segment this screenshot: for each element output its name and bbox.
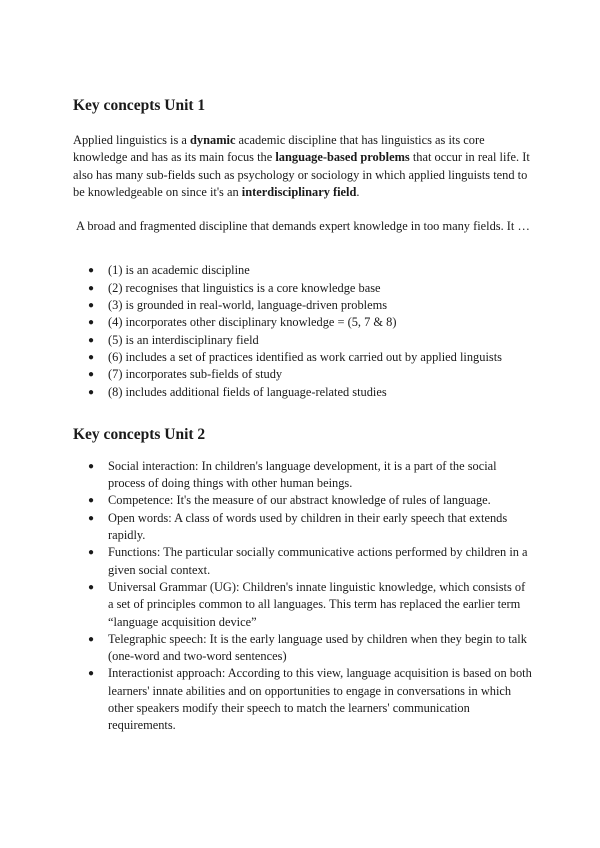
list-item: ● (4) incorporates other disciplinary knowledge = (5, 7 & 8) xyxy=(73,314,533,331)
list-item: ● (6) includes a set of practices identified as work carried out by applied linguists xyxy=(73,349,533,366)
list-item: ● Interactionist approach: According to this view, language acquisition is based on both learners' innate abilities and on opportunities to engage in conversations in which other speakers modify their speech to match the learners' communication requirements. xyxy=(88,666,532,733)
intro-text-1: Applied linguistics is a xyxy=(73,133,191,147)
unit1-heading: Key concepts Unit 1 xyxy=(73,97,206,114)
intro-text-2: academic discipline that has linguistics as its core knowledge and has as its main focus the xyxy=(73,133,485,165)
bullet-icon: ● xyxy=(88,334,95,346)
intro-text-3: that occur in real life. It also has many sub-fields such as psychology or sociology in which applied linguists tend to be knowledgeable on since it's an xyxy=(73,150,530,199)
unit1-fragmented-paragraph: A broad and fragmented discipline that demands expert knowledge in too many fields. It … xyxy=(76,219,530,234)
unit2-section xyxy=(73,425,533,735)
bullet-icon: ● xyxy=(88,351,95,363)
list-item: ● Telegraphic speech: It is the early language used by children when they begin to talk (one-word and two-word sentences) xyxy=(88,631,527,664)
list-item: ● Universal Grammar (UG): Children's innate linguistic knowledge, which consists of a set of principles common to all languages. This term has replaced the earlier term “language acquisition device” xyxy=(88,579,526,629)
bullet-icon: ● xyxy=(88,460,95,472)
unit1-list xyxy=(73,262,533,400)
intro-text-4: . xyxy=(356,184,360,199)
bullet-icon: ● xyxy=(88,581,95,593)
bullet-icon: ● xyxy=(88,512,95,524)
list-item: ● (1) is an academic discipline xyxy=(73,262,533,279)
document-page xyxy=(73,96,533,735)
bullet-icon: ● xyxy=(88,633,95,645)
unit2-list xyxy=(73,458,533,735)
bullet-icon: ● xyxy=(88,547,95,559)
bullet-icon: ● xyxy=(88,495,95,507)
unit1-section xyxy=(73,96,533,401)
bullet-icon: ● xyxy=(88,265,95,277)
bullet-icon: ● xyxy=(88,369,95,381)
unit1-intro-paragraph xyxy=(73,132,533,201)
list-item: ● (7) incorporates sub-fields of study xyxy=(73,366,533,383)
list-item: ● Functions: The particular socially communicative actions performed by children in a given social context. xyxy=(88,545,528,577)
intro-bold-interdisciplinary: interdisciplinary field xyxy=(241,184,357,199)
list-item: ● (3) is grounded in real-world, language-driven problems xyxy=(73,297,533,314)
list-item: ● (5) is an interdisciplinary field xyxy=(73,332,533,349)
list-item: ● Open words: A class of words used by children in their early speech that extends rapidly. xyxy=(88,510,508,543)
bullet-icon: ● xyxy=(88,300,95,312)
bullet-icon: ● xyxy=(88,386,95,398)
list-item: ● (8) includes additional fields of language-related studies xyxy=(73,384,533,401)
bullet-icon: ● xyxy=(88,668,95,680)
unit2-heading: Key concepts Unit 2 xyxy=(73,425,206,443)
list-item: ● (2) recognises that linguistics is a core knowledge base xyxy=(73,280,533,297)
list-item: ● Competence: It's the measure of our abstract knowledge of rules of language. xyxy=(73,492,533,509)
bullet-icon: ● xyxy=(88,317,95,329)
intro-bold-dynamic: dynamic xyxy=(190,133,236,147)
intro-bold-language-problems: language-based problems xyxy=(275,150,410,165)
bullet-icon: ● xyxy=(88,282,95,294)
list-item: ● Social interaction: In children's language development, it is a part of the social process of doing things with other human beings. xyxy=(88,458,497,491)
